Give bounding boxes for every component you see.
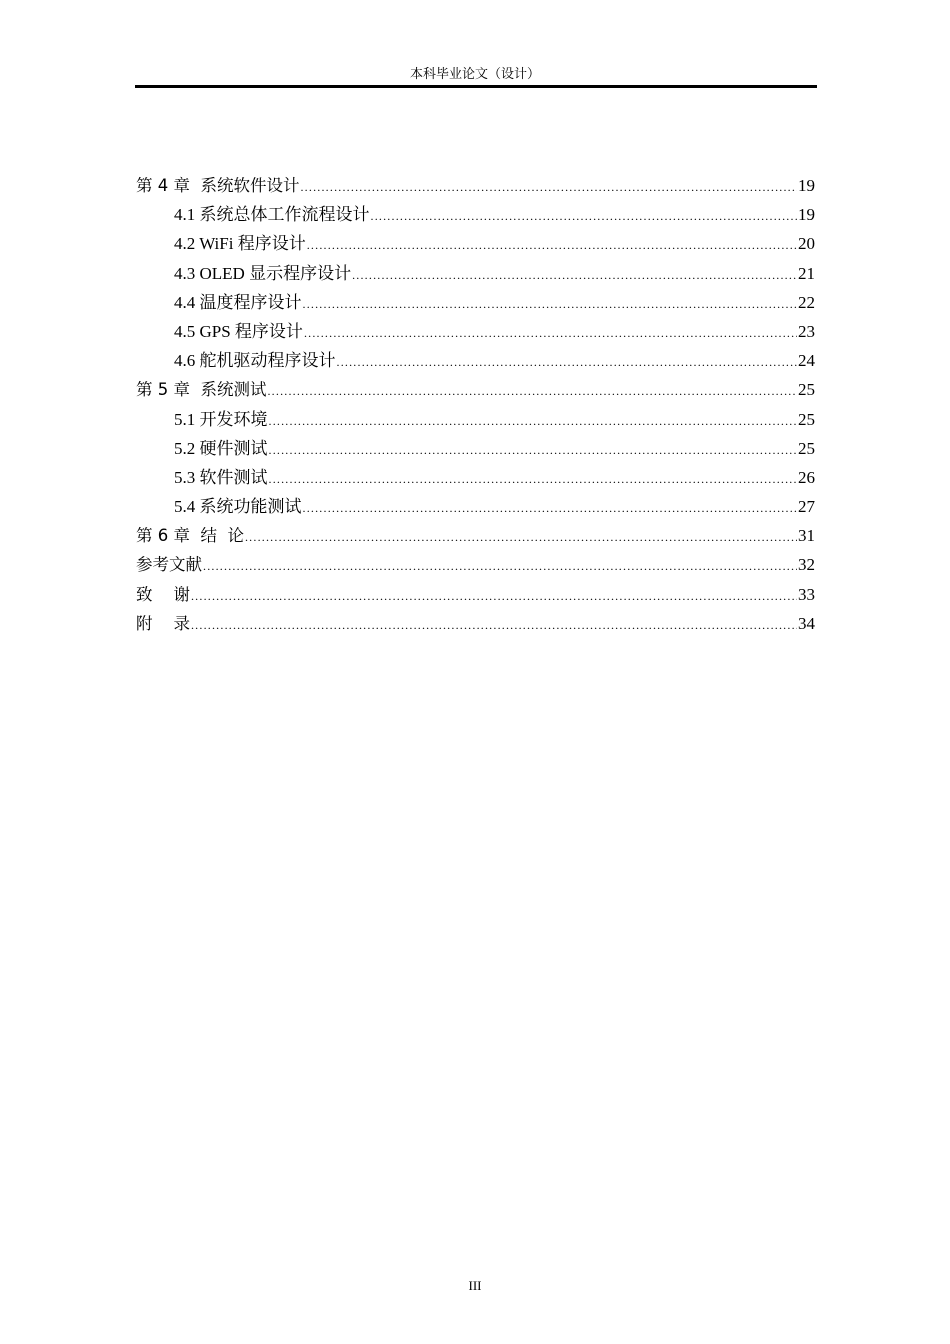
toc-entry[interactable] <box>136 492 815 521</box>
toc-leader-dots <box>337 348 798 377</box>
toc-entry-page: 20 <box>798 234 815 254</box>
toc-entry-page: 25 <box>798 409 815 429</box>
toc-entry-page: 26 <box>798 467 815 487</box>
toc-entry[interactable] <box>136 200 815 229</box>
toc-leader-dots <box>269 465 798 494</box>
toc-entry-label: 4.3 OLED 显示程序设计 <box>174 263 352 283</box>
toc-entry-label: 第 5 章 系统测试 <box>136 380 267 400</box>
toc-entry[interactable] <box>136 405 815 434</box>
toc-entry-label: 5.2 硬件测试 <box>174 438 268 458</box>
toc-entry-label: 5.4 系统功能测试 <box>174 497 302 517</box>
toc-entry-page: 25 <box>798 438 815 458</box>
toc-leader-dots <box>371 202 798 231</box>
toc-entry-page: 24 <box>798 351 815 371</box>
toc-entry-label: 5.3 软件测试 <box>174 467 268 487</box>
toc-entry-page: 31 <box>798 526 815 546</box>
toc-leader-dots <box>203 552 797 581</box>
toc-entry-page: 22 <box>798 292 815 312</box>
toc-entry-page: 25 <box>798 380 815 400</box>
table-of-contents <box>136 171 815 638</box>
toc-entry[interactable] <box>136 346 815 375</box>
toc-entry-page: 34 <box>798 613 815 633</box>
toc-entry-label: 4.2 WiFi 程序设计 <box>174 234 306 254</box>
toc-entry-label: 4.1 系统总体工作流程设计 <box>174 205 370 225</box>
toc-entry[interactable] <box>136 288 815 317</box>
page-number: III <box>468 1278 482 1293</box>
toc-entry-label: 参考文献 <box>136 555 202 575</box>
toc-entry-label: 4.4 温度程序设计 <box>174 292 302 312</box>
toc-entry[interactable] <box>136 171 815 200</box>
toc-entry-page: 19 <box>798 205 815 225</box>
toc-entry[interactable] <box>136 521 815 550</box>
toc-entry-label: 第 4 章 系统软件设计 <box>136 176 300 195</box>
toc-leader-dots <box>269 407 798 436</box>
toc-entry-label: 致 谢 <box>136 584 190 604</box>
header-rule <box>135 85 817 88</box>
toc-leader-dots <box>303 494 798 523</box>
toc-leader-dots <box>245 523 797 552</box>
toc-entry[interactable] <box>136 259 815 288</box>
toc-entry-page: 21 <box>798 263 815 283</box>
toc-entry-page: 27 <box>798 497 815 517</box>
toc-entry[interactable] <box>136 550 815 579</box>
toc-leader-dots <box>267 377 797 406</box>
toc-entry-page: 32 <box>798 555 815 575</box>
toc-leader-dots <box>304 319 797 348</box>
toc-entry-label: 第 6 章 结 论 <box>136 526 244 546</box>
toc-entry[interactable] <box>136 434 815 463</box>
page-header-title: 本科毕业论文（设计） <box>409 66 540 81</box>
toc-leader-dots <box>352 261 797 290</box>
toc-entry[interactable] <box>136 463 815 492</box>
toc-entry-label: 4.6 舵机驱动程序设计 <box>174 351 336 371</box>
toc-leader-dots <box>191 611 797 640</box>
toc-entry-page: 33 <box>798 584 815 604</box>
toc-entry-label: 附 录 <box>136 613 190 633</box>
toc-entry-page: 23 <box>798 321 815 341</box>
toc-leader-dots <box>191 582 797 611</box>
toc-entry-page: 19 <box>798 176 815 195</box>
toc-entry[interactable] <box>136 317 815 346</box>
toc-leader-dots <box>303 290 798 319</box>
toc-entry-label: 4.5 GPS 程序设计 <box>174 321 303 341</box>
toc-entry[interactable] <box>136 609 815 638</box>
toc-entry[interactable] <box>136 580 815 609</box>
toc-leader-dots <box>307 231 797 260</box>
toc-leader-dots <box>300 173 797 202</box>
toc-leader-dots <box>269 436 798 465</box>
toc-entry-label: 5.1 开发环境 <box>174 409 268 429</box>
toc-entry[interactable] <box>136 229 815 258</box>
toc-entry[interactable] <box>136 375 815 404</box>
